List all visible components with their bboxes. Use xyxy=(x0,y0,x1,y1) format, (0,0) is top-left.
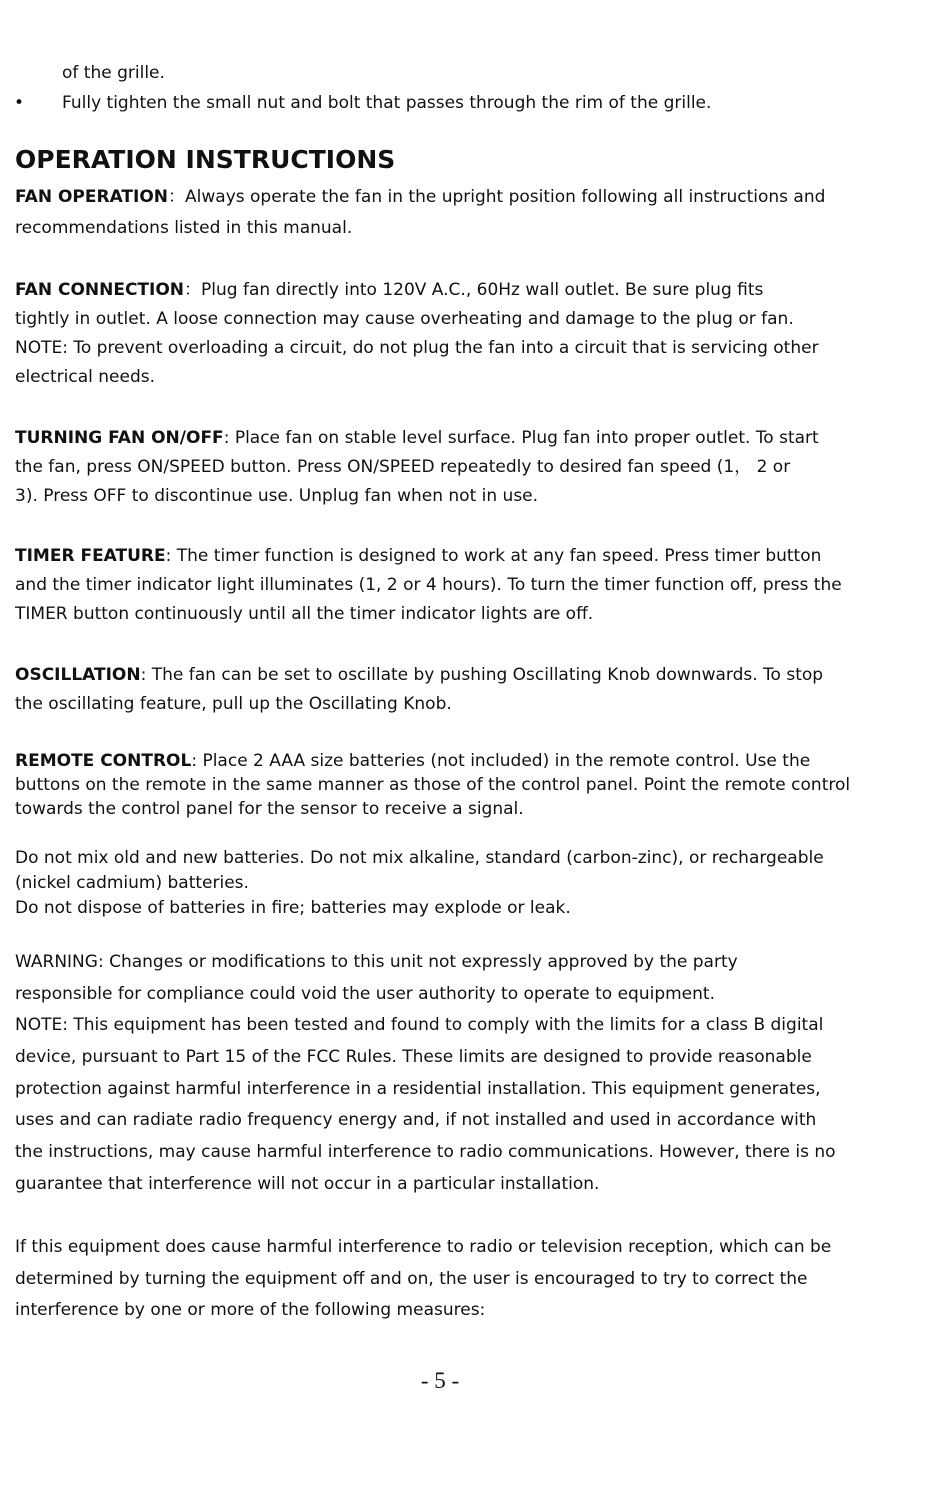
timer-text-1: : The timer function is designed to work at any fan speed. Press timer button xyxy=(165,546,822,566)
turning-on-off-text-1: : Place fan on stable level surface. Plug fan into proper outlet. To start xyxy=(223,428,819,448)
interference-line-2: determined by turning the equipment off and on, the user is encouraged to try to correct the xyxy=(15,1269,808,1289)
page-number: - 5 - xyxy=(420,1368,460,1393)
remote-label: REMOTE CONTROL xyxy=(15,751,192,771)
turning-on-off-line-1 xyxy=(15,427,819,449)
oscillation-label: OSCILLATION xyxy=(15,665,141,685)
intro-line-1: of the grille. xyxy=(62,63,165,83)
fan-connection-label: FAN CONNECTION xyxy=(15,280,185,300)
intro-line-2: Fully tighten the small nut and bolt that passes through the rim of the grille. xyxy=(62,93,712,113)
timer-label: TIMER FEATURE xyxy=(15,546,166,566)
section-heading: OPERATION INSTRUCTIONS xyxy=(15,145,396,174)
timer-line-2: and the timer indicator light illuminates (1, 2 or 4 hours). To turn the timer function off, press the xyxy=(15,575,842,595)
timer-line-3: TIMER button continuously until all the timer indicator lights are off. xyxy=(15,604,594,624)
oscillation-line-2: the oscillating feature, pull up the Oscillating Knob. xyxy=(15,694,452,714)
interference-line-3: interference by one or more of the following measures: xyxy=(15,1300,486,1320)
remote-text-1: : Place 2 AAA size batteries (not included) in the remote control. Use the xyxy=(191,751,811,771)
warning-line-1: WARNING: Changes or modifications to this unit not expressly approved by the party xyxy=(15,952,738,972)
oscillation-text-1: : The fan can be set to oscillate by pushing Oscillating Knob downwards. To stop xyxy=(140,665,824,685)
fan-connection-text-1: Plug fan directly into 120V A.C., 60Hz wall outlet. Be sure plug fits xyxy=(201,280,764,300)
batteries-line-2: (nickel cadmium) batteries. xyxy=(15,873,249,893)
remote-line-2: buttons on the remote in the same manner as those of the control panel. Point the remote control xyxy=(15,775,851,795)
turning-on-off-label: TURNING FAN ON/OFF xyxy=(15,428,224,448)
fan-connection-line-3: NOTE: To prevent overloading a circuit, do not plug the fan into a circuit that is servicing other xyxy=(15,338,819,358)
fan-connection-line-1 xyxy=(15,279,763,301)
warning-line-4: device, pursuant to Part 15 of the FCC Rules. These limits are designed to provide reasonable xyxy=(15,1047,812,1067)
remote-line-3: towards the control panel for the sensor to receive a signal. xyxy=(15,799,524,819)
warning-line-8: guarantee that interference will not occur in a particular installation. xyxy=(15,1174,600,1194)
fan-operation-line-1 xyxy=(15,186,825,208)
fan-connection-line-2: tightly in outlet. A loose connection may cause overheating and damage to the plug or fan. xyxy=(15,309,794,329)
warning-line-5: protection against harmful interference in a residential installation. This equipment generates, xyxy=(15,1079,821,1099)
turning-on-off-line-3: 3). Press OFF to discontinue use. Unplug fan when not in use. xyxy=(15,486,539,506)
timer-line-1 xyxy=(15,545,821,567)
fan-operation-line-2: recommendations listed in this manual. xyxy=(15,218,353,238)
interference-line-1: If this equipment does cause harmful interference to radio or television reception, which can be xyxy=(15,1237,832,1257)
warning-line-6: uses and can radiate radio frequency energy and, if not installed and used in accordance with xyxy=(15,1110,817,1130)
fan-operation-text-1: Always operate the fan in the upright position following all instructions and xyxy=(185,187,826,207)
turning-on-off-line-2: the fan, press ON/SPEED button. Press ON/SPEED repeatedly to desired fan speed (1， 2 or xyxy=(15,457,791,477)
fan-connection-line-4: electrical needs. xyxy=(15,367,156,387)
bullet-icon: • xyxy=(14,93,25,113)
warning-line-2: responsible for compliance could void the user authority to operate to equipment. xyxy=(15,984,715,1004)
remote-line-1 xyxy=(15,750,810,772)
warning-line-7: the instructions, may cause harmful interference to radio communications. However, there is no xyxy=(15,1142,836,1162)
fan-operation-label: FAN OPERATION xyxy=(15,187,169,207)
oscillation-line-1 xyxy=(15,664,823,686)
fan-connection-sep: ： xyxy=(184,280,202,300)
batteries-line-1: Do not mix old and new batteries. Do not mix alkaline, standard (carbon-zinc), or rechargeable xyxy=(15,848,824,868)
fan-operation-sep: ： xyxy=(168,187,186,207)
warning-line-3: NOTE: This equipment has been tested and found to comply with the limits for a class B digital xyxy=(15,1015,824,1035)
batteries-line-3: Do not dispose of batteries in fire; batteries may explode or leak. xyxy=(15,898,571,918)
